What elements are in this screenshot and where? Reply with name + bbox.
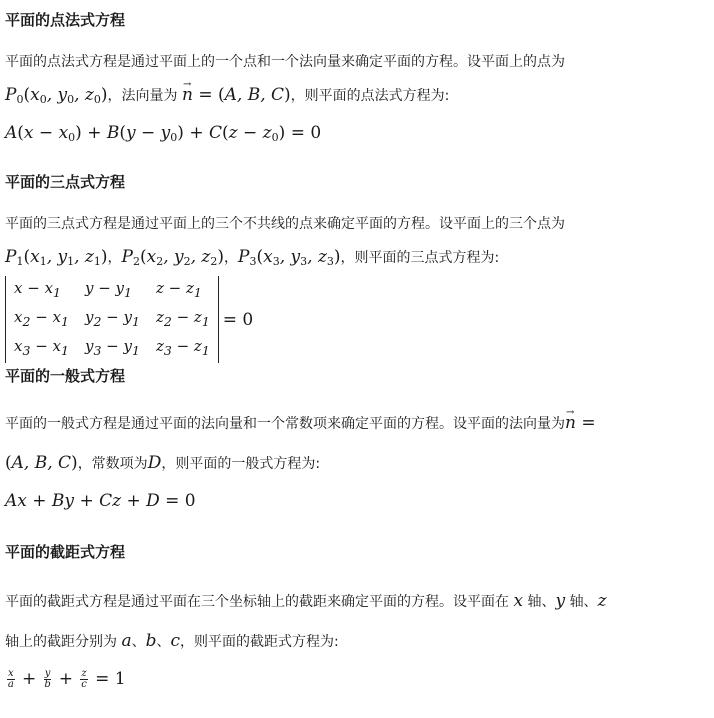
text-point-normal-tail: ，则平面的点法式方程为: [290, 88, 450, 104]
text-three-point-tail: ，则平面的三点式方程为: [340, 250, 500, 266]
math-b: b [145, 631, 157, 651]
equation-intercept: $\frac{x}{a}$ + $\frac{y}{b}$ + $\frac{z}{c}$ = 1 [7, 667, 126, 690]
determinant-rhs: = 0 [222, 309, 254, 330]
section-point-normal [5, 10, 125, 30]
sep-2: 、 [156, 634, 171, 650]
math-normal-vector: → n = (A, B, C) [182, 85, 291, 105]
determinant-matrix: $x - x_1$ $y - y_1$ $z - z_1$ $x_2 - x_1$ $y_2 - y_1$ $z_2 - z_1$ $x_3 - x_1$ $y_3 - y_1$ $z_3 - z_1$ [5, 276, 219, 363]
math-general-n: → n = [565, 413, 596, 433]
text-axis-x: 轴、 [527, 594, 556, 610]
text-intercept-1: 平面的截距式方程是通过平面在三个坐标轴上的截距来确定平面的方程。设平面在 [5, 594, 509, 610]
section-three-point [5, 172, 125, 192]
section-general [5, 366, 125, 386]
text-intercept-2: 轴上的截距分别为 [5, 634, 117, 650]
math-c: c [170, 631, 181, 651]
equation-three-point [5, 276, 253, 363]
heading-general: 平面的一般式方程 [5, 367, 126, 385]
math-general-d: D [147, 453, 162, 473]
text-general-1: 平面的一般式方程是通过平面的法向量和一个常数项来确定平面的方程。设平面的法向量为 [5, 416, 565, 432]
sep-1: 、 [131, 634, 146, 650]
math-x: x [513, 591, 524, 611]
math-general-abc: (A, B, C) [5, 453, 78, 473]
heading-three-point: 平面的三点式方程 [5, 173, 126, 191]
frac-y-b: $\frac{y}{b}$ [44, 667, 51, 690]
para-general-1 [5, 412, 596, 434]
text-axis-y: 轴、 [569, 594, 598, 610]
math-points-p1-p3: $P_1(x_1$, $y_1$, $z_1$)，$P_2(x_2$, $y_2$, $z_2$)，$P_3(x_3$, $y_3$, $z_3$) [5, 247, 341, 268]
equation-point-normal: $A(x - x_0) + B(y - y_0) + C(z - z_0) = 0$ [5, 123, 322, 144]
para-intercept-2 [5, 630, 339, 652]
text-normal-vector: ，法向量为 [107, 88, 178, 104]
math-point-p0: $P_0(x_0$, $y_0$, $z_0$) [5, 85, 108, 106]
para-point-normal-1: 平面的点法式方程是通过平面上的一个点和一个法向量来确定平面的方程。设平面上的点为 [5, 54, 565, 70]
math-a: a [121, 631, 132, 651]
para-intercept-1 [5, 590, 607, 612]
math-y: y [555, 591, 566, 611]
section-intercept [5, 542, 125, 562]
heading-intercept: 平面的截距式方程 [5, 543, 126, 561]
math-z: z [597, 591, 607, 611]
para-three-point-2 [5, 246, 499, 269]
para-three-point-1: 平面的三点式方程是通过平面上的三个不共线的点来确定平面的方程。设平面上的三个点为 [5, 216, 565, 232]
para-point-normal-2 [5, 84, 449, 106]
text-general-tail: ，则平面的一般式方程为: [161, 456, 321, 472]
para-general-2 [5, 452, 320, 474]
heading-point-normal: 平面的点法式方程 [5, 11, 126, 29]
text-intercept-tail: ，则平面的截距式方程为: [180, 634, 339, 650]
frac-z-c: $\frac{z}{c}$ [81, 667, 87, 690]
text-general-mid: ，常数项为 [77, 456, 148, 472]
equation-general: Ax + By + Cz + D = 0 [5, 491, 196, 511]
frac-x-a: $\frac{x}{a}$ [7, 667, 14, 690]
